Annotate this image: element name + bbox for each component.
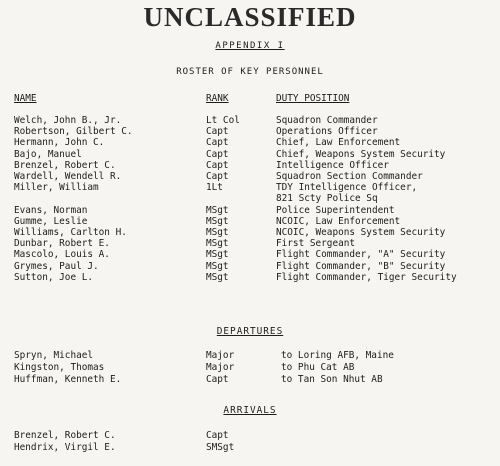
departure-name: Kingston, Thomas [14,362,105,373]
header-duty: DUTY POSITION [276,93,350,104]
person-duty: 821 Scty Police Sq [276,193,378,205]
header-rank: RANK [206,93,229,104]
arrival-name: Hendrix, Virgil E. [14,442,116,453]
person-rank: Capt [206,159,229,171]
personnel-row [0,249,500,260]
person-duty: NCOIC, Law Enforcement [276,215,401,227]
personnel-row [0,149,500,160]
personnel-row [0,137,500,148]
person-duty: Intelligence Officer [276,159,389,171]
person-duty: Flight Commander, "B" Security [276,260,446,272]
person-name: Dunbar, Robert E. [14,238,110,250]
departure-row [0,374,500,385]
person-rank: MSgt [206,260,229,272]
person-duty: TDY Intelligence Officer, [276,182,418,194]
departure-destination: to Loring AFB, Maine [281,350,394,361]
person-name: Bajo, Manuel [14,148,82,160]
person-name: Mascolo, Louis A. [14,249,110,261]
person-name: Wardell, Wendell R. [14,171,122,182]
header-name: NAME [14,93,37,104]
person-rank: Capt [206,126,229,138]
person-name: Sutton, Joe L. [14,271,94,283]
person-name: Williams, Carlton H. [14,227,127,238]
person-rank: Capt [206,148,229,160]
person-name: Brenzel, Robert C. [14,159,116,171]
person-name: Robertson, Gilbert C. [14,126,133,138]
personnel-row [0,205,500,216]
personnel-row [0,182,500,193]
person-rank: MSgt [206,227,229,238]
person-duty: Police Superintendent [276,204,395,216]
person-duty: NCOIC, Weapons System Security [276,227,446,238]
departure-rank: Major [206,362,235,373]
person-duty: Chief, Weapons System Security [276,148,446,160]
departure-destination: to Phu Cat AB [281,362,355,373]
person-name: Evans, Norman [14,204,88,216]
personnel-row [0,193,500,204]
person-rank: MSgt [206,238,229,250]
person-name: Hermann, John C. [14,137,105,149]
personnel-row [0,272,500,283]
person-rank: Capt [206,137,229,149]
personnel-row [0,238,500,249]
departure-name: Huffman, Kenneth E. [14,374,122,385]
departure-rank: Major [206,350,235,361]
departure-destination: to Tan Son Nhut AB [281,374,383,385]
person-rank: MSgt [206,249,229,261]
person-duty: Squadron Section Commander [276,171,423,182]
personnel-row [0,216,500,227]
person-duty: Chief, Law Enforcement [276,137,401,149]
classification-banner: UNCLASSIFIED [143,2,357,32]
personnel-row [0,115,500,126]
arrivals-heading: ARRIVALS [223,405,277,416]
person-rank: 1Lt [206,182,223,194]
arrival-name: Brenzel, Robert C. [14,430,116,441]
person-name: Gumme, Leslie [14,215,88,227]
person-rank: Lt Col [206,115,240,126]
personnel-row [0,227,500,238]
personnel-row [0,126,500,137]
personnel-row [0,171,500,182]
person-name: Miller, William [14,182,99,194]
person-duty: Flight Commander, "A" Security [276,249,446,261]
roster-title: ROSTER OF KEY PERSONNEL [176,67,324,77]
appendix-title: APPENDIX I [215,41,285,51]
person-name: Welch, John B., Jr. [14,115,122,126]
arrival-rank: Capt [206,430,229,441]
person-duty: Operations Officer [276,126,378,138]
person-rank: MSgt [206,271,229,283]
arrival-row [0,442,500,453]
person-rank: MSgt [206,215,229,227]
column-headers [0,93,500,104]
departure-name: Spryn, Michael [14,350,94,361]
person-rank: MSgt [206,204,229,216]
person-duty: First Sergeant [276,238,356,250]
arrival-row [0,430,500,441]
departures-heading: DEPARTURES [216,326,284,337]
arrival-rank: SMSgt [206,442,235,453]
personnel-row [0,261,500,272]
person-duty: Flight Commander, Tiger Security [276,271,457,283]
person-rank: Capt [206,171,229,182]
departure-row [0,350,500,361]
departure-row [0,362,500,373]
person-name: Grymes, Paul J. [14,260,99,272]
person-duty: Squadron Commander [276,115,378,126]
personnel-row [0,160,500,171]
departure-rank: Capt [206,374,229,385]
